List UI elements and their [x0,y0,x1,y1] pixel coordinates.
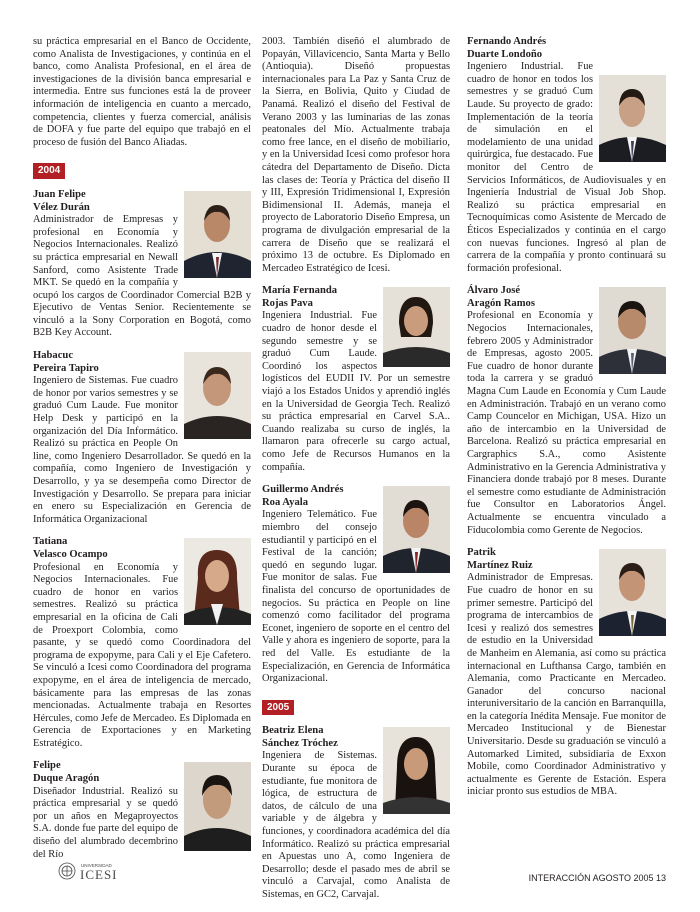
portrait-aragon-photo [599,287,666,374]
page-footer: INTERACCIÓN AGOSTO 2005 13 [528,873,666,883]
portrait-roa-photo [383,486,450,573]
last-name: Roa Ayala [262,496,309,508]
portrait-sanchez-photo [383,727,450,814]
portrait-velez-photo [184,191,251,278]
last-name: Martínez Ruiz [467,559,533,571]
profile-aragon [467,285,666,537]
profile-roa-text: Ingeniero Telemático. Fue miembro del consejo estudiantil y participó en el Festival de la canción; quedó en segundo lugar. Fue monitor de salas. Fue finalista del concurso de oportunidades de negocios. Su práctica en People on line comenzó como facilitador del programa Econet, ingeniero de soporte en el centro del Valle y ahora es ingeniero de soporte, para la red del Valle. Es estudiante de la Especialización, en Gerencia de Informática Organizacional. [262,509,450,685]
logo-big-text: ICESI [80,867,118,881]
col2-intro: 2003. También diseñó el alumbrado de Popayán, Villavicencio, Santa Marta y Bello (Antioquia). Diseñó propuestas internacionales para La Paz y Santa Cruz de la Sierra, en Bolivia, Quito y Ciudad de Panamá. Realizó el diseño del Festival de Verano 2003 y las luminarias de las zonas peatonales del Mío. Actualmente trabaja como free lance, en el diseño de mobiliario, y en la Universidad Icesi como profesor hora cátedra del Departamento de Diseño. Dicta las clases de: Teoría y Práctica del diseño II y III, Expresión Tridimensional I, Expresión Bidimensional II. Además, maneja el proyecto de Laboratorio Diseño Empresa, un programa de divulgación empresarial de la carrera de Diseño que se realizará el próximo 13 de octubre. Es Diplomado en Mercadeo Estratégico de Icesi. [262,36,450,274]
portrait-rojas-photo [383,287,450,367]
profile-duarte-name [467,36,666,61]
profile-pereira-text: Ingeniero de Sistemas. Fue cuadro de honor por varios semestres y se graduó Cum Laude. Fue monitor Help Desk y participó en la organización del Día Informático. Realizó su práctica en People On line, como Ingeniero Desarrollador. Se quedó en la compañía, como Ingeniero de Investigación y Desarrollo, y ya se desempeña como Director de Investigación y Desarrollo. Se prepara para iniciar en enero su Especialización en Gerencia de Informática Organizacional [33,375,251,525]
profile-duarte [467,36,666,275]
icesi-logo [58,861,143,881]
portrait-duque-photo [184,762,251,851]
portrait-pereira-photo [184,352,251,439]
profile-rojas [262,285,450,474]
last-name: Duarte Londoño [467,48,543,60]
first-name: Beatriz Elena [262,725,324,737]
last-name: Aragón Ramos [467,297,535,309]
last-name: Velasco Ocampo [33,548,108,560]
year-badge-2004: 2004 [33,163,65,179]
first-name: Juan Felipe [33,188,86,200]
profile-martinez-text: Administrador de Empresas. Fue cuadro de honor en su primer semestre. Participó del programa de intercambios de Icesi y realizó dos semestres de estudio en la Universidad de Manheim en Alemania, así como su práctica internacional en Lufthansa Cargo, también en Alemania, como Practicante en Mercadeo. Ganador del concurso nacional interuniversitario de la canción en Barranquilla, en la categoría Inédita Mensaje. Fue monitor de Mercadeo Institucional y de Bienestar Universitario. Desde su graduación se vinculó a Automarked Limited, subsidiaria de Exxon Mobile, como Coordinador Administrativo y actualmente es Gerente de Estación. Espera iniciar pronto sus estudios de MBA. [467,572,666,798]
year-badge-2005: 2005 [262,700,294,716]
first-name: María Fernanda [262,285,338,297]
logo-small-text: UNIVERSIDAD [81,863,112,868]
portrait-velasco-photo [184,538,251,625]
last-name: Rojas Pava [262,297,313,309]
column-1 [33,36,251,861]
first-name: Habacuc [33,350,74,362]
profile-roa [262,484,450,686]
profile-martinez [467,547,666,799]
profile-rojas-text: Ingeniera Industrial. Fue cuadro de honor desde el segundo semestre y se graduó Cum Laude. Coordinó los aspectos logísticos del EUDII IV. Por un semestre viajó a los Estados Unidos y aprendió inglés en la Universidad de Georgia Tech. Realizó su práctica empresarial en Carvel S.A.. Cuando realizaba su curso de inglés, la llamaron para ofrecerle su cargo actual, como Jefe de Recursos Humanos en la compañía. [262,310,450,473]
column-3 [467,36,666,799]
profile-sanchez-text: Ingeniera de Sistemas. Durante su época de estudiante, fue monitora de lógica, de estructura de datos, de cálculo de una variable y de álgebra y funciones, y coordinadora académica del día Informático. Realizó su práctica empresarial en Apuestas uno A, como Ingeniera de Desarrollo; desde el pasado mes de abril se vinculó a Carvajal, como Analista de Sistemas, en GC2, Carvajal. [262,750,450,900]
first-name: Álvaro José [467,285,521,297]
column-2 [262,36,450,902]
profile-velasco-text: Profesional en Economía y Negocios Internacionales. Fue cuadro de honor en varios semestres. Realizó su práctica empresarial en la oficina de Cali de Proexport Colombia, como pasante, y se quedó como Coordinadora del programa de expopyme, para Cali y el Eje Cafetero. Se vinculó a Icesi como Coordinadora del programa expopyme, en el área de inteligencia de mercado, básicamente para las empresas de las zonas mencionadas. Actualmente trabaja en Resortes Hércules, como Jefe de Mercadeo. Es Diplomada en Gerencia de Exportaciones y en Marketing Estratégico. [33,561,251,749]
profile-velez-text: Administrador de Empresas y profesional en Economía y Negocios Internacionales. Realizó su práctica empresarial en Newall Sanford, como Asistente Trade MKT. Se quedó en la compañía y ocupó los cargos de Coordinador Comercial B2B y Ejecutivo de Ventas Senior. Recientemente se vinculó a la Sony Corporation en Bogotá, como B2B Key Account. [33,214,251,339]
profile-duque [33,760,251,861]
first-name: Felipe [33,760,61,772]
first-name: Fernando Andrés [467,36,547,47]
last-name: Duque Aragón [33,773,100,785]
profile-pereira [33,350,251,526]
profile-duarte-text: Ingeniero Industrial. Fue cuadro de honor en todos los semestres y se graduó Cum Laude. Su proyecto de grado: Implementación de la teoría de simulación en el modelamiento de una unidad quirúrgica, fue destacado. Fue monitor del Centro de Servicios Informáticos, de Audiovisuales y en Ingeniería Industrial de Visual Job Shop. Realizó su práctica empresarial en Tecnoquímicas como Asistente de Mercado de Éticos Especializados y continúa en el cargo con nuevas funciones. Ingresó al plan de carrera de la compañía y pronto continuará su formación profesional. [467,61,666,274]
last-name: Vélez Durán [33,201,90,213]
profile-sanchez [262,725,450,901]
last-name: Pereira Tapiro [33,362,99,374]
profile-velasco [33,536,251,750]
col1-intro: su práctica empresarial en el Banco de Occidente, como Analista de Investigaciones, y continúa en el banco, como Analista Profesional, en el área de investigaciones de la división banca empresarial e intermedia. Entre sus funciones está la de proveer información de inteligencia en cuanto a mercado, competencia, clientes y fuerza comercial, análisis de DOFA y fue parte del equipo que trabajó en el proceso de fusión del Banco Aliadas. [33,36,251,148]
portrait-martinez-photo [599,549,666,636]
first-name: Patrik [467,547,496,559]
first-name: Tatiana [33,536,68,548]
profile-duque-text: Diseñador Industrial. Realizó su práctica empresarial y se quedó por un años en Megaproyectos S.A. donde fue parte del equipo de diseño del alumbrado decembrino del Río [33,785,178,860]
last-name: Sánchez Tróchez [262,737,338,749]
first-name: Guillermo Andrés [262,484,344,496]
icesi-seal-icon [59,863,75,879]
profile-aragon-text: Profesional en Economía y Negocios Internacionales, febrero 2005 y Administrador de Empresas, agosto 2005. Fue cuadro de honor durante toda la carrera y se graduó Magna Cum Laude en Economía y Cum Laude en Administración. Trabajó en un verano como Camp Councelor en Michigan, USA. Hizo un año de intercambio en la Universidad de Barcelona. Realizó su práctica empresarial en Cargraphics S.A., como Asistente Administrativo en la Gerencia Administrativa y Financiera donde trabajó por 8 meses. Durante el semestre como estudiante de Administración fue Consultor en Laboratorios Ángel. Actualmente se encuentra vinculado a Fiducolombia como Gerente de Negocios. [467,310,666,536]
portrait-duarte-photo [599,75,666,162]
profile-velez [33,189,251,340]
